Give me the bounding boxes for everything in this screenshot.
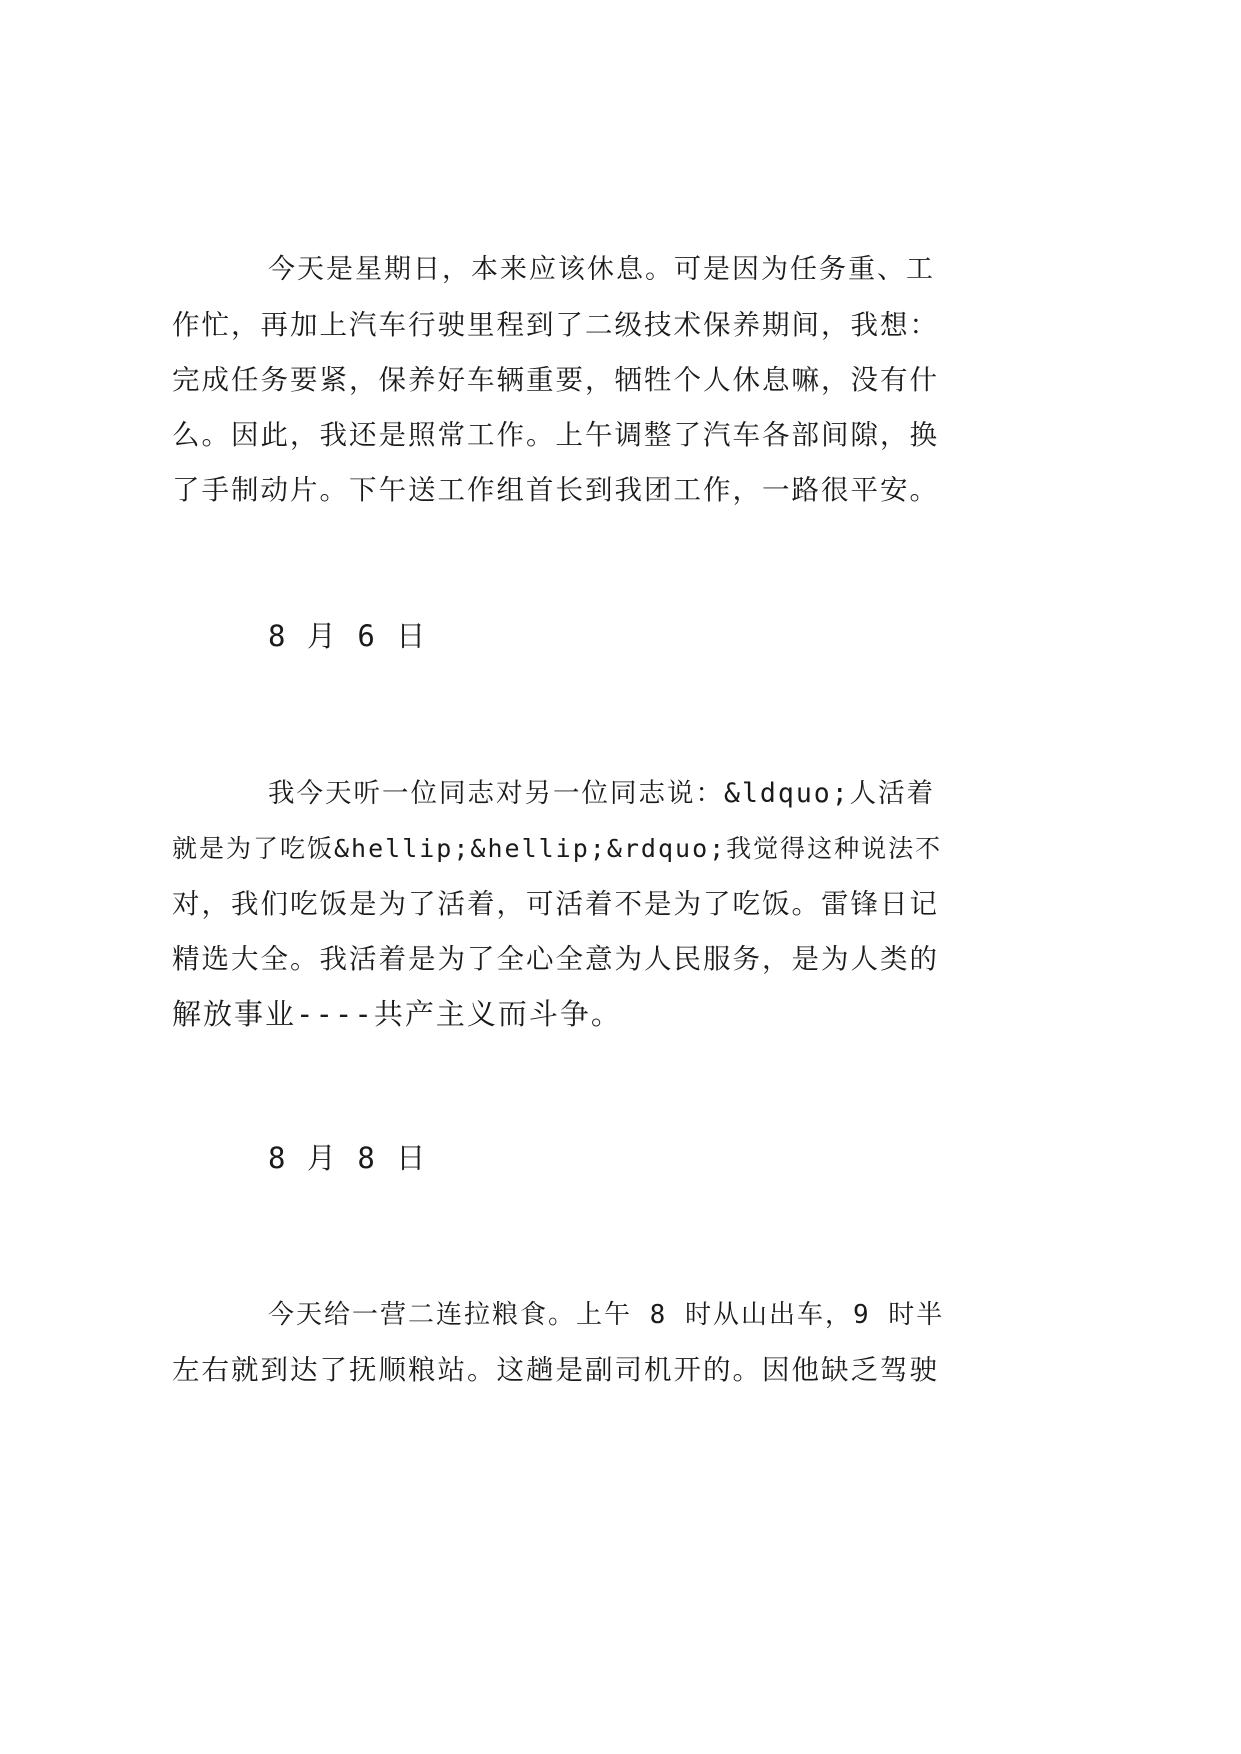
date-heading: 8 月 8 日 — [268, 1141, 428, 1175]
paragraph-line: 了手制动片。下午送工作组首长到我团工作，一路很平安。 — [172, 474, 939, 506]
paragraph-line: 么。因此，我还是照常工作。上午调整了汽车各部间隙，换 — [172, 419, 939, 451]
paragraph-line: 作忙，再加上汽车行驶里程到了二级技术保养期间，我想： — [172, 309, 939, 341]
paragraph-line: 左右就到达了抚顺粮站。这趟是副司机开的。因他缺乏驾驶 — [172, 1354, 939, 1386]
paragraph-line: 我今天听一位同志对另一位同志说：&ldquo;人活着 — [268, 778, 936, 809]
paragraph-line: 完成任务要紧，保养好车辆重要，牺牲个人休息嘛，没有什 — [172, 364, 939, 396]
date-heading: 8 月 6 日 — [268, 619, 428, 653]
paragraph-line: 解放事业----共产主义而斗争。 — [172, 997, 622, 1031]
paragraph-line: 今天给一营二连拉粮食。上午 8 时从山出车，9 时半 — [268, 1300, 945, 1330]
paragraph-line: 对，我们吃饭是为了活着，可活着不是为了吃饭。雷锋日记 — [172, 888, 939, 920]
paragraph-line: 就是为了吃饭&hellip;&hellip;&rdquo;我觉得这种说法不 — [172, 834, 943, 863]
paragraph-line: 今天是星期日，本来应该休息。可是因为任务重、工 — [268, 254, 935, 285]
paragraph-line: 精选大全。我活着是为了全心全意为人民服务，是为人类的 — [172, 943, 939, 975]
